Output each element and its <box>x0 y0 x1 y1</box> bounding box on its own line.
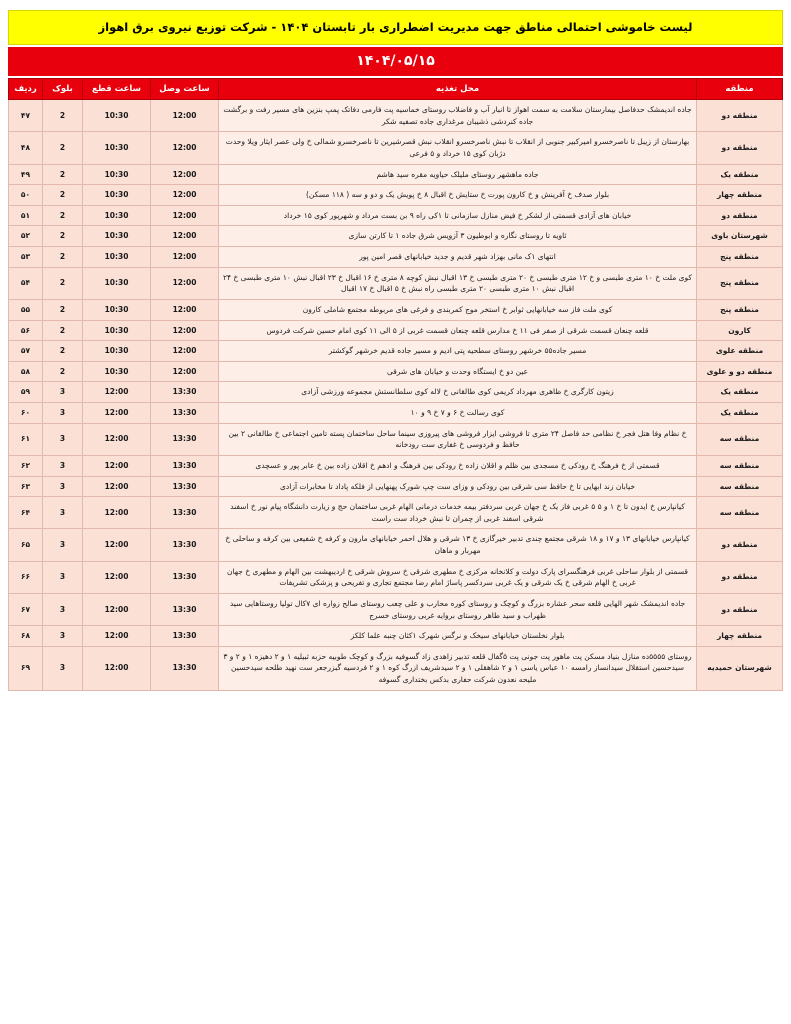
row-region: منطقه پنج <box>697 247 783 268</box>
row-number: ۶۵ <box>9 529 43 561</box>
row-region: منطقه دو <box>697 132 783 164</box>
table-row <box>9 100 783 132</box>
row-region: منطقه سه <box>697 455 783 476</box>
row-outage-time: 12:00 <box>83 529 151 561</box>
table-row <box>9 423 783 455</box>
row-outage-time: 12:00 <box>83 403 151 424</box>
table-row <box>9 361 783 382</box>
row-description: قسمتی از خ فرهنگ خ رودکی خ مسجدی بین ظلم و اقلان زاده خ رودکی بین فرهنگ و ادهم خ اقلان زاده بین خ عابر پور و عسچدی <box>219 455 697 476</box>
row-region: منطقه دو <box>697 205 783 226</box>
row-block: 3 <box>43 497 83 529</box>
row-number: ۶۷ <box>9 593 43 625</box>
row-restore-time: 13:30 <box>151 497 219 529</box>
row-outage-time: 10:30 <box>83 164 151 185</box>
row-region: منطقه سه <box>697 423 783 455</box>
row-description: روستای ۵۵۵۵ده منازل بنیاد مسکن پت ماهور پت جونی پت ۵گفال قلعه تدبیر زاهدی زاد گسوفیه بزرگ و کوچک طوبیه حزبه ثبیلیه ۱ و ۲ دهیزه ۱ و ۲ و ۳ سیدحسین استقلال سیدانساز رامسه ۱۰ عباس یاسی ۱ و ۲ شاهقلی ۱ و ۲ سیدشریف ازرگ کوه ۱ و ۲ فردسیه گبزرجعر ست نهید طلحه سیدحسین ملیحه نعدون شرکت حفاری بدکس بختداری گسوفه <box>219 646 697 690</box>
table-row <box>9 626 783 647</box>
page-title: لیست خاموشی احتمالی مناطق جهت مدیریت اضطراری بار تابستان ۱۴۰۴ - شرکت توزیع نیروی برق اهواز <box>8 10 783 45</box>
row-block: 3 <box>43 561 83 593</box>
row-number: ۵۲ <box>9 226 43 247</box>
row-number: ۴۹ <box>9 164 43 185</box>
row-region: منطقه سه <box>697 497 783 529</box>
table-row <box>9 299 783 320</box>
row-outage-time: 12:00 <box>83 382 151 403</box>
row-block: 2 <box>43 320 83 341</box>
row-region: منطقه پنج <box>697 267 783 299</box>
row-number: ۶۶ <box>9 561 43 593</box>
row-restore-time: 12:00 <box>151 185 219 206</box>
table-row <box>9 593 783 625</box>
row-description: بلوار نخلستان خیابانهای سیخک و نرگس شهرک ۱کثان چنبه علما کلکز <box>219 626 697 647</box>
header-block: بلوک <box>43 79 83 100</box>
row-region: منطقه یک <box>697 403 783 424</box>
row-region: منطقه چهار <box>697 185 783 206</box>
row-outage-time: 10:30 <box>83 226 151 247</box>
row-description: کوی رسالت خ ۶ و ۷ خ ۹ و ۱۰ <box>219 403 697 424</box>
row-number: ۵۰ <box>9 185 43 206</box>
row-block: 3 <box>43 382 83 403</box>
row-outage-time: 10:30 <box>83 132 151 164</box>
row-description: قسمتی از بلوار ساحلی غربی فرهنگسرای پارک دولت و کلانخانه مرکزی خ مطهری شرقی خ سروش شرقی خ اردیبهشت بین الهام و مطهری خ جهان غربی خ الهام شرقی خ یک شرقی و یک غربی سردکسر پاساژ امام رضا مجتمع تجاری و تفریحی و پزشکی تشریفات <box>219 561 697 593</box>
row-restore-time: 13:30 <box>151 476 219 497</box>
row-region: منطقه دو <box>697 100 783 132</box>
row-region: شهرستان حمیدیه <box>697 646 783 690</box>
table-row <box>9 646 783 690</box>
table-row <box>9 476 783 497</box>
row-restore-time: 12:00 <box>151 132 219 164</box>
row-block: 2 <box>43 132 83 164</box>
row-number: ۵۵ <box>9 299 43 320</box>
row-region: منطقه دو <box>697 529 783 561</box>
row-description: انتهای ۱ک مانی بهزاد شهر قدیم و جدید خیابانهای قصر امین پور <box>219 247 697 268</box>
row-number: ۶۸ <box>9 626 43 647</box>
row-block: 3 <box>43 455 83 476</box>
table-row <box>9 267 783 299</box>
row-description: مسیر جاده۵۵ خرشهر روستای سطحیه پتی ادیم و مسیر جاده قدیم خرشهر گوکشتر <box>219 341 697 362</box>
row-outage-time: 10:30 <box>83 185 151 206</box>
row-block: 3 <box>43 423 83 455</box>
row-restore-time: 13:30 <box>151 593 219 625</box>
row-restore-time: 12:00 <box>151 164 219 185</box>
row-number: ۶۰ <box>9 403 43 424</box>
row-number: ۵۴ <box>9 267 43 299</box>
row-restore-time: 12:00 <box>151 341 219 362</box>
row-number: ۶۳ <box>9 476 43 497</box>
row-restore-time: 12:00 <box>151 299 219 320</box>
row-description: کیانپارس خ ایدون تا خ ۱ و ۵ ۵ غربی فاز یک خ جهان غربی سردفتر بیمه خدمات درمانی الهام غربی ساختمان حج و زیارت دانشگاه پیام نور خ اسفند شرقی اسفند غربی از چمران تا نبش خرداد ست راست <box>219 497 697 529</box>
header-outage-time: ساعت قطع <box>83 79 151 100</box>
header-restore-time: ساعت وصل <box>151 79 219 100</box>
row-number: ۶۲ <box>9 455 43 476</box>
row-region: منطقه دو <box>697 593 783 625</box>
row-block: 2 <box>43 247 83 268</box>
row-description: جاده ماهشهر روستای ملیلک حیاویه مقره سید هاشم <box>219 164 697 185</box>
row-outage-time: 10:30 <box>83 299 151 320</box>
table-row <box>9 341 783 362</box>
row-block: 2 <box>43 185 83 206</box>
row-block: 2 <box>43 100 83 132</box>
row-restore-time: 13:30 <box>151 646 219 690</box>
table-row <box>9 205 783 226</box>
row-number: ۴۷ <box>9 100 43 132</box>
row-block: 3 <box>43 646 83 690</box>
row-restore-time: 13:30 <box>151 403 219 424</box>
row-description: عین دو خ ایستگاه وحدت و خیابان های شرقی <box>219 361 697 382</box>
row-block: 2 <box>43 299 83 320</box>
row-restore-time: 13:30 <box>151 529 219 561</box>
row-restore-time: 12:00 <box>151 361 219 382</box>
table-row <box>9 382 783 403</box>
row-description: خیابان زند ابهایی تا خ حافظ سی شرقی بین رودکی و وزای ست چپ شورک پهنهایی از فلکه پاداد تا مخابرات آزادی <box>219 476 697 497</box>
row-block: 2 <box>43 164 83 185</box>
row-outage-time: 10:30 <box>83 361 151 382</box>
table-row <box>9 164 783 185</box>
row-restore-time: 13:30 <box>151 423 219 455</box>
table-row <box>9 497 783 529</box>
row-description: بهارستان از زیبل تا ناصرخسرو امیرکبیر جنوبی از انقلاب تا نبش ناصرخسرو انقلاب نبش قصرشیرین تا ناصرخسرو شمالی خ ولی عصر ایثار ویلا وحدت دژبان کوی ۱۵ خرداد و ۵ فرعی <box>219 132 697 164</box>
row-number: ۵۱ <box>9 205 43 226</box>
row-number: ۶۹ <box>9 646 43 690</box>
row-restore-time: 12:00 <box>151 247 219 268</box>
outage-table <box>8 78 783 691</box>
row-outage-time: 12:00 <box>83 626 151 647</box>
row-outage-time: 12:00 <box>83 476 151 497</box>
row-number: ۵۳ <box>9 247 43 268</box>
row-description: بلوار صدف خ آفرینش و خ کارون پورت خ ستایش خ اقبال ۸ خ پویش یک و دو و سه ( ۱۱۸ مسکن) <box>219 185 697 206</box>
table-row <box>9 403 783 424</box>
row-region: شهرستان باوی <box>697 226 783 247</box>
row-description: کوی ملت خ ۱۰ متری طبسی و خ ۱۲ متری طبسی خ ۲۰ متری طبسی خ ۱۳ اقبال نبش کوچه ۸ متری خ ۱۶ اقبال خ ۲۳ اقبال نبش ۱۰ متری طبسی خ ۲۴ اقبال نبش ۱۰ متری طبسی ۲۰ متری طبسی راه نبش خ ۵ اقبال خ ۱۷ اقبال <box>219 267 697 299</box>
table-body <box>9 100 783 691</box>
row-region: منطقه پنج <box>697 299 783 320</box>
header-region: منطقه <box>697 79 783 100</box>
row-description: خ نظام وفا هتل فجر خ نظامی حد فاصل ۲۴ متری تا فروشی ایزار فروشی های پیروزی سینما ساحل ساختمان پسته تامین اجتماعی خ طالقانی ۲ بین حافظ و فردوسی خ غفاری ست رودخانه <box>219 423 697 455</box>
row-description: کیانپارس خیابانهای ۱۳ و ۱۷ و ۱۸ شرقی مجتمع چندی تدبیر خیرگازی خ ۱۳ شرقی و هلال احمر خیابانهای مارون و کرفه خ شفیعی بین کرفه و ساحلی خ مهربار و ماهان <box>219 529 697 561</box>
row-restore-time: 13:30 <box>151 455 219 476</box>
row-restore-time: 13:30 <box>151 626 219 647</box>
row-description: قلعه چنعان قسمت شرقی از صفر فی ۱۱ خ مدارس قلعه چنعان قسمت غربی از ۵ الی ۱۱ کوی امام حسین شرکت فردوس <box>219 320 697 341</box>
date-banner: ۱۴۰۴/۰۵/۱۵ <box>8 47 783 76</box>
table-row <box>9 320 783 341</box>
row-region: منطقه یک <box>697 382 783 403</box>
row-block: 2 <box>43 205 83 226</box>
row-outage-time: 12:00 <box>83 455 151 476</box>
row-outage-time: 10:30 <box>83 247 151 268</box>
row-restore-time: 12:00 <box>151 267 219 299</box>
row-number: ۵۶ <box>9 320 43 341</box>
row-outage-time: 12:00 <box>83 593 151 625</box>
table-row <box>9 455 783 476</box>
row-block: 2 <box>43 361 83 382</box>
table-row <box>9 132 783 164</box>
row-number: ۶۱ <box>9 423 43 455</box>
table-row <box>9 226 783 247</box>
row-restore-time: 12:00 <box>151 205 219 226</box>
row-description: جاده اندیمشک شهر الهایی قلعه سحر عشاره بزرگ و کوچک و روستای کوره محارب و علی چعب روستای صالح زواره ای ۷کال تولیا روستاهایی سید ظهراب و سید طاهر روستای بروایه غربی روستای خسرج <box>219 593 697 625</box>
table-row <box>9 247 783 268</box>
row-outage-time: 12:00 <box>83 646 151 690</box>
row-restore-time: 12:00 <box>151 226 219 247</box>
row-number: ۶۴ <box>9 497 43 529</box>
row-description: جاده اندیمشک حدفاصل بیمارستان سلامت به سمت اهواز تا انبار آب و فاضلاب روستای خماسیه پت فارمی دفاتک پمپ بنزین های مسیر رفت و برگشت جاده کنردشی ذشیبان مرغداری جاده تصفیه شکر <box>219 100 697 132</box>
row-region: منطقه دو و علوی <box>697 361 783 382</box>
row-outage-time: 12:00 <box>83 497 151 529</box>
header-description: محل تغذیه <box>219 79 697 100</box>
row-region: کارون <box>697 320 783 341</box>
row-description: کوی ملت فاز سه خیابانهایی ثوابر خ استخر موج کمربندی و فرغی های مربوطه مجتمع شاملی کارون <box>219 299 697 320</box>
row-region: منطقه یک <box>697 164 783 185</box>
row-number: ۴۸ <box>9 132 43 164</box>
row-block: 2 <box>43 226 83 247</box>
row-region: منطقه دو <box>697 561 783 593</box>
row-number: ۵۹ <box>9 382 43 403</box>
row-number: ۵۷ <box>9 341 43 362</box>
row-outage-time: 10:30 <box>83 267 151 299</box>
row-block: 3 <box>43 593 83 625</box>
row-region: منطقه علوی <box>697 341 783 362</box>
row-outage-time: 12:00 <box>83 423 151 455</box>
row-outage-time: 10:30 <box>83 100 151 132</box>
row-block: 2 <box>43 341 83 362</box>
row-number: ۵۸ <box>9 361 43 382</box>
row-description: خیابان های آزادی قسمتی از لشکر خ فیض منازل سازمانی تا ۱کی راه ۹ بن بست مرداد و شهرپور کوی ۱۵ خرداد <box>219 205 697 226</box>
row-outage-time: 12:00 <box>83 561 151 593</box>
row-restore-time: 13:30 <box>151 382 219 403</box>
header-row-number: ردیف <box>9 79 43 100</box>
row-block: 3 <box>43 403 83 424</box>
row-outage-time: 10:30 <box>83 320 151 341</box>
row-description: زیتون کارگری خ ظاهری مهرداد کریمی کوی طالقانی خ لاله کوی سلطانستش مجموعه ورزشی آزادی <box>219 382 697 403</box>
row-region: منطقه سه <box>697 476 783 497</box>
row-outage-time: 10:30 <box>83 205 151 226</box>
table-header-row <box>9 79 783 100</box>
table-row <box>9 185 783 206</box>
row-block: 3 <box>43 626 83 647</box>
row-restore-time: 12:00 <box>151 100 219 132</box>
row-block: 2 <box>43 267 83 299</box>
row-outage-time: 10:30 <box>83 341 151 362</box>
row-region: منطقه چهار <box>697 626 783 647</box>
row-block: 3 <box>43 529 83 561</box>
row-restore-time: 12:00 <box>151 320 219 341</box>
table-row <box>9 529 783 561</box>
row-restore-time: 13:30 <box>151 561 219 593</box>
table-row <box>9 561 783 593</box>
row-description: ثاویه تا روستای نگاره و ابوطیون ۳ آزویس شرق جاده ۱ تا کارتن سازی <box>219 226 697 247</box>
row-block: 3 <box>43 476 83 497</box>
